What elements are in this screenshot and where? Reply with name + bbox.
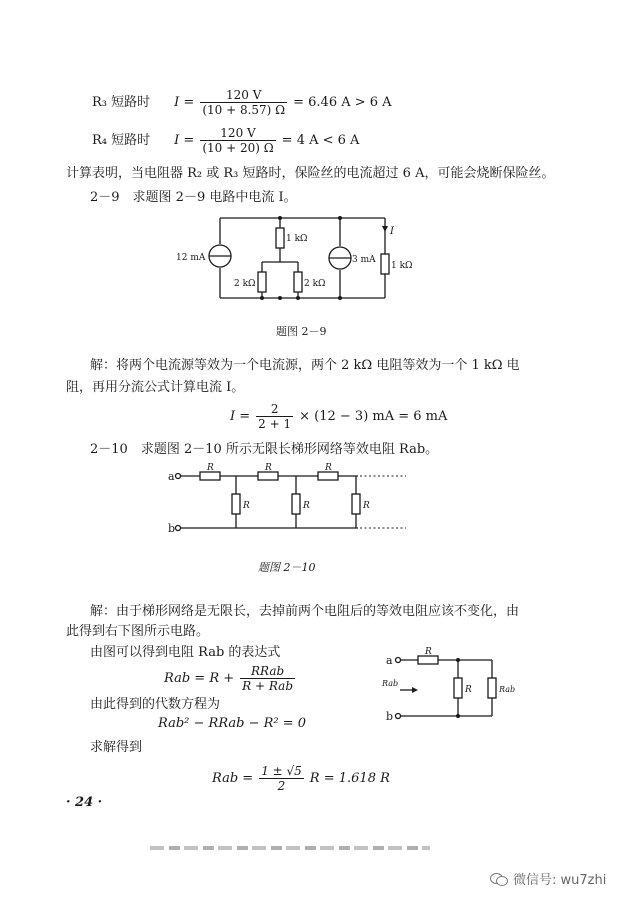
caption-2-10: 题图 2－10 — [258, 561, 316, 574]
ladder-b-label: b — [168, 522, 176, 535]
alg-intro: 由此得到的代数方程为 — [90, 697, 221, 712]
solve-intro: 求解得到 — [90, 740, 143, 755]
short-r3-label: R₃ 短路时 — [92, 94, 151, 110]
short-r4-fraction — [200, 126, 275, 155]
short-r3-num: 120 V — [200, 88, 287, 103]
watermark-text: 微信号: wu7zhi — [513, 873, 607, 888]
eq-circuit-r-shunt: R — [465, 685, 472, 695]
eq-rab-3-fraction — [259, 764, 304, 793]
r-top-label: 1 kΩ — [286, 234, 308, 244]
short-r3-result: = 6.46 A > 6 A — [293, 94, 392, 110]
eq-rab-3 — [212, 764, 390, 793]
short-r3-fraction — [200, 88, 287, 117]
src1-label: 12 mA — [176, 253, 206, 263]
eq-rab-3-den: 2 — [277, 779, 286, 793]
ladder-circuit-2-10 — [170, 464, 430, 544]
short-r4-den: (10 + 20) Ω — [202, 141, 274, 155]
page-number: · 24 · — [66, 795, 103, 810]
conclusion-text: 计算表明，当电阻器 R₂ 或 R₃ 短路时，保险丝的电流超过 6 A，可能会烧断保险丝。 — [66, 166, 555, 181]
current-label: I — [390, 226, 394, 237]
eq-2-9-rest: × (12 − 3) mA = 6 mA — [299, 408, 448, 424]
eq-rab-3-num: 1 ± √5 — [261, 764, 302, 778]
eq-rab-3-rest: R = 1.618 R — [309, 770, 390, 786]
eq-rab-1-den: R + Rab — [242, 679, 294, 693]
eq-circuit-rab: Rab — [499, 685, 516, 694]
ladder-r6-label: R — [363, 501, 370, 511]
eq-circuit-r-series: R — [425, 647, 432, 657]
short-r3-line — [92, 88, 392, 117]
eq-rab-1-lhs: Rab = R + — [164, 670, 235, 686]
ladder-a-label: a — [168, 470, 175, 483]
short-r4-label: R₄ 短路时 — [92, 132, 151, 148]
ladder-r4-label: R — [243, 501, 250, 511]
problem-2-10-statement: 2－10 求题图 2－10 所示无限长梯形网络等效电阻 Rab。 — [90, 442, 439, 457]
equivalent-circuit — [380, 648, 530, 728]
ladder-r2-label: R — [265, 463, 272, 473]
expr-intro: 由图可以得到电阻 Rab 的表达式 — [90, 645, 281, 660]
eq-rab-1-num: RRab — [240, 664, 295, 679]
solution-2-10-line1: 解：由于梯形网络是无限长，去掉前两个电阻后的等效电阻应该不变化，由 — [90, 604, 520, 619]
wechat-icon — [490, 872, 508, 886]
r-out-label: 1 kΩ — [391, 261, 413, 271]
eq-2-9 — [230, 402, 447, 431]
eq-rab-1 — [164, 664, 295, 693]
eq-rab-3-lhs: Rab = — [212, 770, 254, 786]
ladder-r3-label: R — [325, 463, 332, 473]
problem-2-9-statement: 2－9 求题图 2－9 电路中电流 I。 — [90, 190, 297, 205]
src2-label: 3 mA — [352, 255, 376, 265]
scan-artifact — [150, 846, 430, 850]
eq-rab-1-fraction — [240, 664, 295, 693]
watermark — [490, 869, 606, 888]
ladder-r1-label: R — [207, 463, 214, 473]
eq-2-9-den: 2 + 1 — [258, 417, 292, 431]
short-r3-den: (10 + 8.57) Ω — [202, 103, 286, 117]
short-r4-lhs: I = — [174, 132, 195, 148]
solution-2-10-line2: 此得到右下图所示电路。 — [66, 624, 210, 639]
short-r4-num: 120 V — [200, 126, 275, 141]
eq-2-9-lhs: I = — [230, 408, 251, 424]
circuit-2-9 — [176, 210, 413, 320]
solution-2-9-line2: 阻，再用分流公式计算电流 I。 — [66, 380, 245, 395]
r-right-label: 2 kΩ — [304, 279, 326, 289]
caption-2-9: 题图 2－9 — [276, 325, 327, 338]
short-r4-line — [92, 126, 359, 155]
solution-2-9-line1: 解：将两个电流源等效为一个电流源，两个 2 kΩ 电阻等效为一个 1 kΩ 电 — [90, 358, 520, 373]
eq-2-9-fraction — [256, 402, 293, 431]
r-left-label: 2 kΩ — [234, 279, 256, 289]
ladder-r5-label: R — [303, 501, 310, 511]
eq-rab-2: Rab² − RRab − R² = 0 — [158, 716, 307, 731]
eq-circuit-rab-arrow: Rab — [382, 679, 399, 688]
short-r3-lhs: I = — [174, 94, 195, 110]
eq-circuit-b: b — [386, 710, 394, 723]
eq-2-9-num: 2 — [256, 402, 293, 417]
eq-circuit-a: a — [386, 654, 393, 667]
short-r4-result: = 4 A < 6 A — [281, 132, 360, 148]
